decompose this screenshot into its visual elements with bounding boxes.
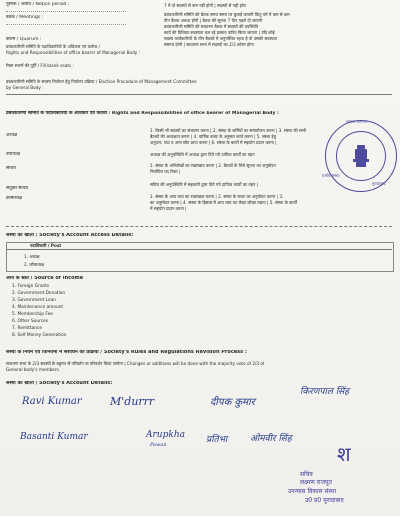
signature: किरणपाल सिंह	[300, 387, 350, 397]
signature: Ravi Kumar	[22, 396, 82, 407]
section-rule	[6, 226, 392, 227]
income-item: 8. Self Money Generation	[12, 333, 67, 338]
income-item: 1. Foreign Grants	[12, 284, 50, 289]
meeting-text-line: तीन बैठक अवश्य होगी | बैठक की सूचना 7 दिन पहले दी जायगी	[164, 18, 263, 23]
section-title-rights: प्रबंधकारिणी समिति के पदाधिकारियों के अधिकार एवं कर्तव्य / Rights and Responsibilities of office bearer of Managerial Body :	[6, 111, 279, 116]
role-president: अध्यक्ष	[6, 133, 18, 138]
revision-text: साधारण सभा के 2/3 सदस्यों के बहुमत से परिवर्तन या परिवर्धन किया जायेगा | Changes or additions will be done with the majority vote of 2/3 of	[6, 361, 265, 366]
divider	[6, 11, 126, 12]
signature: प्रतिभा	[206, 435, 228, 445]
meeting-fragment: 7 में दो सदस्यों से कम नहीं होगी | सदस्यों से नहीं होगा	[164, 3, 247, 8]
role-secretary: सचिव	[6, 166, 16, 171]
signature-mark: श	[337, 442, 351, 466]
notice-period-label: पुस्तक / अवधि / Notice period :	[6, 2, 70, 7]
duty-line: का अनुमोदन करना | 4. संस्था के हिसाब में आय व्यय का लेखा जोखा रखना | 5. संस्था के कार्यों	[150, 200, 297, 205]
income-item: 4. Maintenance amount	[12, 305, 64, 310]
footer-stamp-line: उ0 प्र0 मुरादाबाद	[305, 497, 344, 504]
divider	[6, 24, 126, 25]
meeting-text-line: कार्य की विधिवत सदस्यता चल रहे प्रस्ताव पारित किया जायगा | यदि कोई	[164, 30, 275, 35]
meeting-text-line: सदस्य कार्यकारिणी के तीन बैठकों में अनुपस्थित रहता है तो उसकी सदस्यता	[164, 36, 278, 41]
seal-text-side: धर्मार्थ संस्था	[322, 173, 340, 178]
society-account-title: संस्था का खाता / Society's Account Details:	[6, 381, 113, 386]
section-rule	[6, 94, 392, 95]
table-header-rule	[6, 249, 392, 250]
duty-line: अनुदान, चंदा व अन्य स्रोत प्राप्त करना | 6. संस्था के कार्यों में सहयोग प्रदान करना |	[150, 140, 277, 145]
seal-text-top: समाज कल्याण	[346, 119, 368, 124]
revision-text-2: General body's members.	[6, 367, 61, 372]
income-item: 5. Membership Fee	[12, 312, 53, 317]
income-item: 2. Government Donation	[12, 291, 66, 296]
meeting-text-line: प्रबंधकारिणी समिति की साधारण बैठक में सदस्यों की उपस्थिति	[164, 24, 259, 29]
role-vice-president: उपाध्यक्ष	[6, 152, 21, 157]
table-header-post: पदाधिकारी / Post	[30, 243, 62, 248]
income-item: 7. Remittance	[12, 326, 43, 331]
income-title: आय के स्रोत / Source of Income	[6, 276, 84, 281]
account-access-table	[6, 242, 394, 272]
meeting-text-line: समाप्त होगी | साधारण सभा में सदस्यों का 2/3 कोरम होगा	[164, 42, 254, 47]
meeting-text-line: प्रबंधकारिणी समिति की बैठक समय समय पर बुलाई जायगी किंतु वर्ष में कम से कम	[164, 12, 290, 17]
income-item: 6. Other Sources	[12, 319, 49, 324]
signature: ओमवीर सिंह	[250, 434, 292, 444]
vacancy-label: रिक्त स्थानों की पूर्ति / Fill blank seats :	[6, 63, 74, 68]
income-item: 3. Government Loan	[12, 298, 56, 303]
organization-seal	[322, 119, 397, 192]
meetings-label: बैठकें / Meetings :	[6, 15, 44, 20]
signature: M'durrr	[110, 395, 155, 408]
duty-line: निर्वाचित पद रिक्त |	[150, 169, 181, 174]
rights-label: प्रबंधकारिणी समिति के पदाधिकारियों के अधिकार एवं कर्तव्य /	[6, 44, 100, 49]
election-label: प्रबंधकारिणी समिति के सदस्य निर्वाचन हेतु निर्वाचन प्रक्रिया / Election Procedure of Management Committee	[6, 79, 197, 84]
revision-title: संस्था के नियम एवं विनियमों में संशोधन की प्रक्रिया / Society's Rules and Regulations Revision Process :	[6, 350, 247, 355]
table-row: 2. कोषाध्यक्ष	[24, 262, 45, 267]
duty-line: बैठकों की अध्यक्षता करना | 4. वार्षिक बजट के अनुसार कार्य करना | 5. संस्था हेतु	[150, 134, 277, 139]
signature: Arupkha	[146, 430, 185, 440]
signature: दीपक कुमार	[210, 397, 255, 408]
role-joint-secretary: संयुक्त सचिव	[6, 186, 29, 191]
signature: Pawan	[150, 442, 167, 448]
duty-line: 1. संस्था के अभिलेखों का रखरखाव करना | 2. बैठकों के लिये सूचना का अनुमोदन	[150, 163, 276, 168]
footer-stamp-line: सचिव	[300, 471, 313, 478]
duty-line: सचिव की अनुपस्थिति में सहकारी द्वारा दिये गये दायित्व कार्यों का वहन |	[150, 182, 258, 187]
footer-stamp-line: लक्ष्मण राजपूत	[300, 479, 332, 486]
general-body-label: by General Body :	[6, 85, 44, 90]
rights-label-2: Rights and Responsibilities of office bearer of Managerial Body :	[6, 50, 140, 55]
footer-stamp-line: उपन्यास विकास संस्था	[288, 488, 337, 495]
account-access-title: संस्था का खाता / Society's Account Access Details:	[6, 233, 134, 238]
table-row: 1. अध्यक्ष	[24, 254, 40, 259]
signature: Basanti Kumar	[20, 432, 88, 442]
duty-line: 1. किसी भी सदस्यों का संचालन करना | 2. संस्था के कर्मियों का समायोजन करना | 3. संस्था की सभी	[150, 128, 306, 133]
duty-line: 1. संस्था के आय व्यय का रखरखाव करना | 2. संस्था के बजट का अनुमोदन करना | 3.	[150, 194, 284, 199]
seal-text-bottom: मुरादाबाद	[372, 181, 386, 186]
duty-line: में सहयोग प्रदान करना |	[150, 206, 187, 211]
duty-line: अध्यक्ष की अनुपस्थिति में अध्यक्ष द्वारा दिये गये दायित्व कार्यों का वहन	[150, 152, 255, 157]
quorum-label: कोरम / Quorum :	[6, 37, 42, 42]
role-treasurer: कोषाध्यक्ष	[6, 196, 23, 201]
